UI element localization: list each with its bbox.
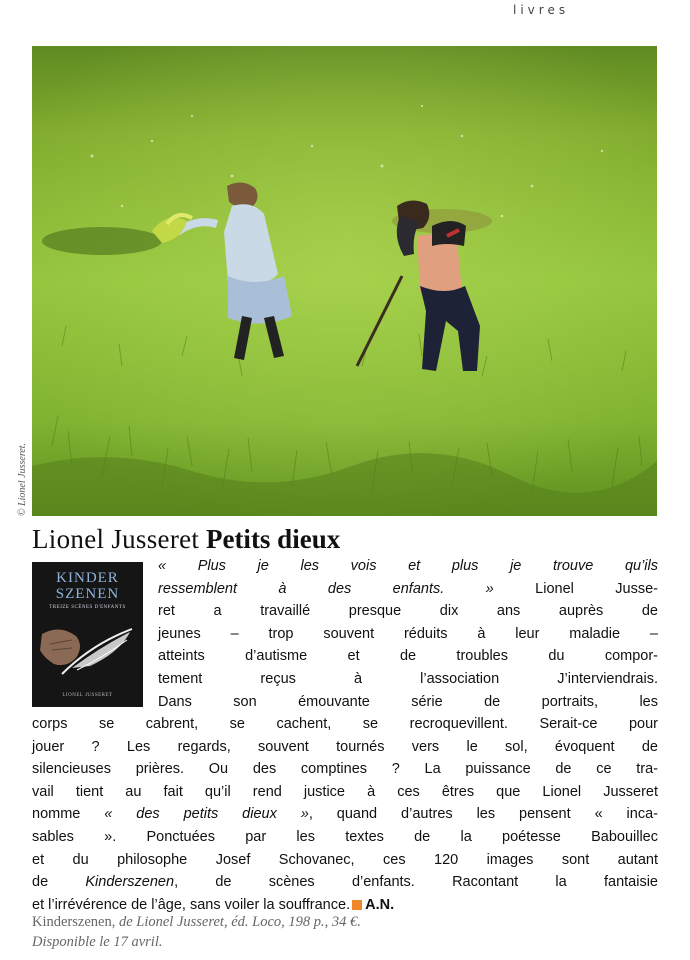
article-photo xyxy=(32,46,657,516)
body-line xyxy=(32,803,658,826)
text-fragment: Lionel Jusse- xyxy=(493,580,658,597)
body-line: vail tient au fait qu’il rend justice à ces êtres que Lionel Jusseret xyxy=(32,783,658,800)
quote-fragment: ressemblent à des enfants. » xyxy=(158,580,494,597)
body-line: jouer ? Les regards, souvent tournés vers le sol, évoquent de xyxy=(32,738,658,755)
body-line: jeunes – trop souvent réduits à leur maladie – xyxy=(158,625,658,642)
book-details xyxy=(32,912,658,952)
body-line: silencieuses prières. Ou des comptines ? La puissance de ce tra- xyxy=(32,761,658,778)
body-line xyxy=(32,871,658,894)
end-square-icon xyxy=(352,900,362,910)
book-details-title: Kinderszenen, xyxy=(32,914,116,930)
body-line: tement reçus à l’association J’interviendrais. xyxy=(158,670,658,687)
headline-author: Lionel Jusseret xyxy=(32,524,200,554)
article-body-full xyxy=(32,713,658,916)
book-title-fragment: Kinderszenen xyxy=(85,874,175,891)
text-fragment: , de scènes d’enfants. Racontant la fantaisie xyxy=(174,874,658,891)
text-fragment: nomme xyxy=(32,806,105,823)
body-line: corps se cabrent, se cachent, se recroquevillent. Serait-ce pour xyxy=(32,716,658,732)
body-line: Dans son émouvante série de portraits, les xyxy=(158,693,658,710)
cover-author: LIONEL JUSSERET xyxy=(62,693,113,698)
book-details-info: de Lionel Jusseret, éd. Loco, 198 p., 34 €. xyxy=(115,914,361,930)
body-line: et du philosophe Josef Schovanec, ces 120 images sont autant xyxy=(32,851,658,868)
text-fragment: et l’irrévérence de l’âge, sans voiler la souffrance. xyxy=(32,896,351,913)
cover-title-line2: SZENEN xyxy=(55,586,120,602)
book-cover xyxy=(32,562,143,707)
cover-title-line1: KINDER xyxy=(56,570,119,586)
section-label: livres xyxy=(513,3,570,17)
cover-subtitle: TREIZE SCÈNES D'ENFANTS xyxy=(49,605,126,610)
book-details-line xyxy=(32,912,658,932)
book-release-date: Disponible le 17 avril. xyxy=(32,934,163,950)
signature: A.N. xyxy=(365,896,395,913)
headline xyxy=(32,524,340,555)
body-line: atteints d’autisme et de troubles du compor- xyxy=(158,648,658,665)
body-line: sables ». Ponctuées par les textes de la poétesse Babouillec xyxy=(32,828,658,845)
body-line: « Plus je les vois et plus je trouve qu’ils xyxy=(158,558,658,574)
photo-credit: © Lionel Jusseret. xyxy=(17,442,28,516)
hand-feather-icon xyxy=(32,614,143,692)
article-body-wrapped xyxy=(158,555,658,713)
text-fragment: de xyxy=(32,874,86,891)
text-fragment: , quand d’autres les pensent « inca- xyxy=(308,806,658,823)
body-line xyxy=(158,578,658,601)
body-line: ret a travaillé presque dix ans auprès de xyxy=(158,603,658,620)
quote-fragment: « des petits dieux » xyxy=(104,806,309,823)
children-in-meadow-photo xyxy=(32,46,657,516)
headline-title: Petits dieux xyxy=(205,524,341,554)
